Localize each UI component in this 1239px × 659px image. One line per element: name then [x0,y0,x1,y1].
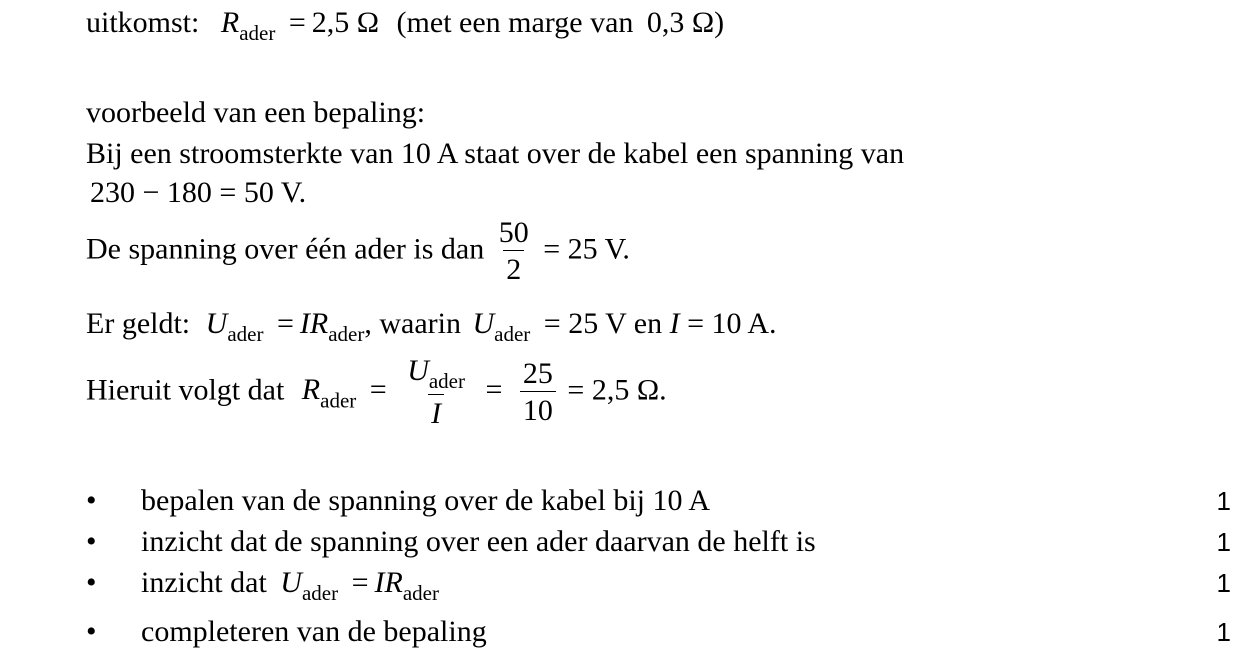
criterion-text-prefix: inzicht dat [141,566,267,599]
line4-U2: U [472,307,495,340]
fraction-U-subscript: ader [428,369,465,393]
fraction-25-over-10 [520,359,556,426]
example-line-1: Bij een stroomsterkte van 10 A staat over de kabel een spanning van [86,137,905,170]
bullet: • [86,525,97,558]
result-equals: = [288,6,306,39]
criterion-text [141,566,439,606]
criterion-text: inzicht dat de spanning over een ader daarvan de helft is [141,525,816,558]
line5-eq1: = [369,373,387,407]
line5-eq2: = [485,373,503,407]
criterion-score: 1 [1216,568,1231,598]
fraction-U-numerator [404,356,468,394]
line4-U: U [205,307,228,340]
fraction-10-denominator: 10 [520,391,556,426]
criterion-sub2: ader [402,581,439,605]
line3-prefix: De spanning over één ader is dan [86,232,485,266]
bullet: • [86,484,97,517]
fraction-50-over-2 [496,218,532,285]
result-symbol: R [220,6,240,39]
result-label: uitkomst: [86,6,200,39]
criterion-text: completeren van de bepaling [141,615,487,648]
fraction-U-over-I [404,356,468,429]
fraction-I-denominator: I [428,394,444,429]
example-heading: voorbeeld van een bepaling: [86,96,426,129]
criterion-IR: IR [374,566,403,599]
result-value: 2,5 Ω [311,6,380,39]
criterion-4 [86,615,1239,649]
result-margin-text: (met een marge van [396,6,634,39]
line3-suffix: = 25 V. [543,232,630,266]
line4-sub3: ader [494,322,531,346]
criterion-score: 1 [1216,617,1231,647]
criterion-sub1: ader [301,581,339,605]
criterion-score: 1 [1216,527,1231,557]
line4-end: = 10 A. [687,307,777,340]
criterion-3 [86,566,1239,605]
criterion-text: bepalen van de spanning over de kabel bij 10 A [141,484,711,517]
line5-R: R [301,373,321,407]
example-line-4 [86,309,777,345]
result-margin-value: 0,3 Ω) [646,6,725,39]
criterion-U: U [280,566,302,599]
result-subscript: ader [239,21,276,45]
criterion-1 [86,484,1239,518]
bullet: • [86,615,97,648]
fraction-denominator: 2 [503,250,524,285]
line4-mid: , waarin [364,307,461,340]
result-line [86,8,724,44]
line5-end: = 2,5 Ω. [567,373,667,407]
fraction-25-numerator: 25 [522,357,553,390]
criterion-eq: = [351,566,369,599]
bullet: • [86,566,97,599]
criterion-2 [86,525,1239,559]
line4-prefix: Er geldt: [86,307,191,340]
line4-I: I [669,307,680,340]
example-line-3 [86,218,630,285]
line5-prefix: Hieruit volgt dat [86,373,285,407]
line4-eq2: = 25 V en [543,307,663,340]
example-line-5 [86,356,667,429]
line5-sub: ader [320,388,357,413]
fraction-U-symbol: U [407,354,429,387]
criterion-score: 1 [1216,486,1231,516]
line4-IR: IR [299,307,329,340]
example-line-2: 230 − 180 = 50 V. [90,176,307,209]
line4-sub2: ader [328,322,365,346]
line4-eq: = [276,307,294,340]
line4-sub1: ader [227,322,264,346]
fraction-numerator: 50 [498,216,529,249]
